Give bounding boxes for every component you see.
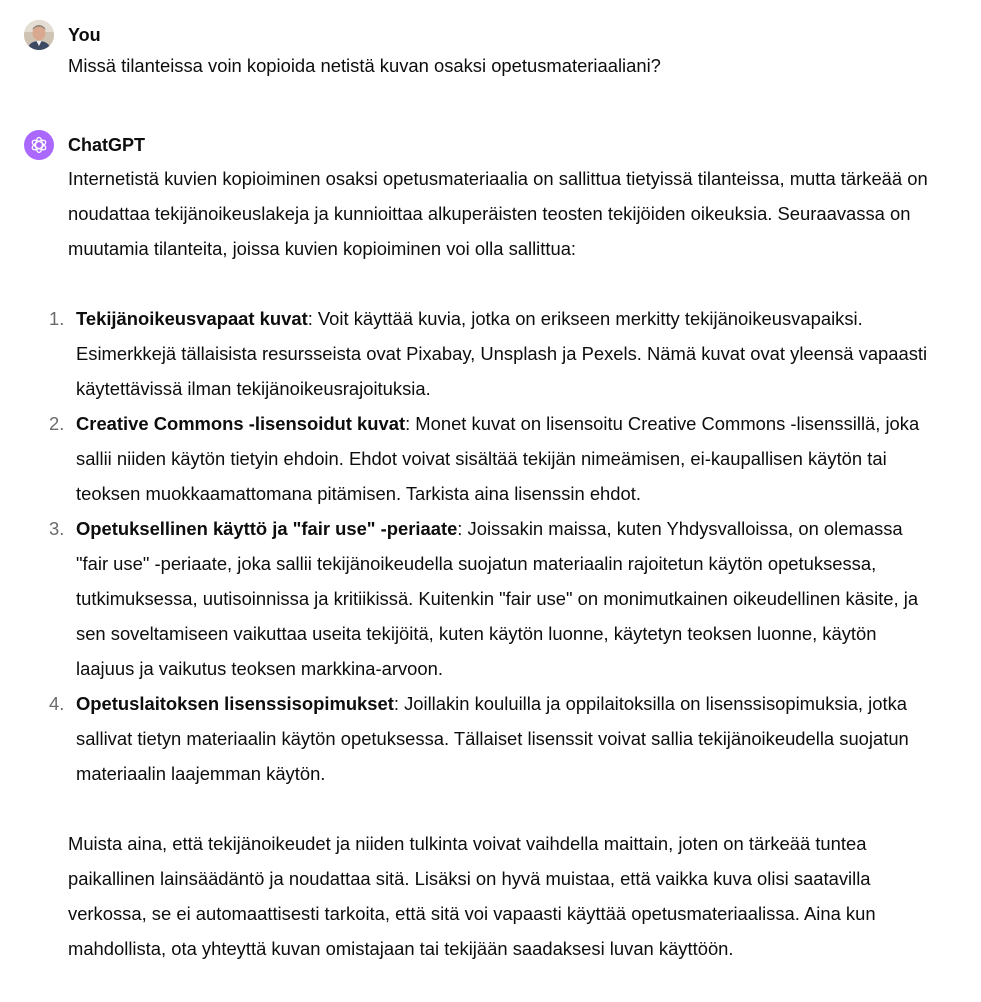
- outro-paragraph: Muista aina, että tekijänoikeudet ja niiden tulkinta voivat vaihdella maittain, joten on tärkeää tuntea paikallinen lainsäädäntö ja noudattaa sitä. Lisäksi on hyvä muistaa, että vaikka kuva olisi saatavilla verkossa, se ei automaattisesti tarkoita, että sitä voi vapaasti käyttää opetusmateriaalissa. Aina kun mahdollista, ota yhteyttä kuvan omistajaan tai tekijään saadaksesi luvan käyttöön.: [68, 833, 876, 959]
- list-item-text: : Monet kuvat on lisensoitu Creative Commons -lisenssillä, joka sallii niiden käytön tietyin ehdoin. Ehdot voivat sisältää tekijän nimeämisen, ei-kaupallisen käytön tai teoksen muokkaamattomana pitämisen. Tarkista aina lisenssin ehdot.: [76, 413, 920, 504]
- assistant-message-body: [49, 161, 938, 966]
- list-number: 2.: [49, 413, 65, 434]
- points-list: [49, 301, 938, 791]
- list-item: [49, 301, 938, 406]
- user-author-name: You: [68, 25, 101, 45]
- list-item-title: Opetuslaitoksen lisenssisopimukset: [76, 693, 394, 714]
- list-item-text: : Voit käyttää kuvia, jotka on erikseen merkitty tekijänoikeusvapaiksi. Esimerkkejä tällaisista resursseista ovat Pixabay, Unsplash ja Pexels. Nämä kuvat ovat yleensä vapaasti käytettävissä ilman tekijänoikeusrajoituksia.: [76, 308, 928, 399]
- list-item-text: : Joillakin kouluilla ja oppilaitoksilla on lisenssisopimuksia, jotka sallivat tietyn materiaalin käytön opetuksessa. Tällaiset lisenssit voivat sallia tekijänoikeudella suojatun materiaalin laajemman käytön.: [76, 693, 909, 784]
- list-number: 4.: [49, 693, 65, 714]
- assistant-author-name: ChatGPT: [68, 135, 146, 155]
- chatgpt-avatar: [24, 130, 54, 160]
- list-item: [49, 511, 938, 686]
- list-number: 1.: [49, 308, 65, 329]
- user-avatar: [24, 20, 54, 50]
- user-message-text: Missä tilanteissa voin kopioida netistä kuvan osaksi opetusmateriaaliani?: [68, 55, 661, 76]
- list-item-text: : Joissakin maissa, kuten Yhdysvalloissa, on olemassa "fair use" -periaate, joka sallii tekijänoikeudella suojatun materiaalin rajoitetun käytön opetuksessa, tutkimuksessa, uutisoinnissa ja kritiikissä. Kuitenkin "fair use" on monimutkainen oikeudellinen käsite, ja sen soveltamiseen vaikuttaa useita tekijöitä, kuten käytön luonne, käytetyn teoksen luonne, käytön laajuus ja vaikutus teoksen markkina-arvoon.: [76, 518, 919, 679]
- list-item-title: Opetuksellinen käyttö ja "fair use" -periaate: [76, 518, 458, 539]
- list-item: [49, 406, 938, 511]
- list-item: [49, 686, 938, 791]
- intro-paragraph: Internetistä kuvien kopioiminen osaksi opetusmateriaalia on sallittua tietyissä tilanteissa, mutta tärkeää on noudattaa tekijänoikeuslakeja ja kunnioittaa alkuperäisten teosten tekijöiden oikeuksia. Seuraavassa on muutamia tilanteita, joissa kuvien kopioiminen voi olla sallittua:: [68, 168, 928, 259]
- openai-logo-icon: [29, 135, 49, 155]
- list-number: 3.: [49, 518, 65, 539]
- user-photo-icon: [24, 20, 54, 50]
- list-item-title: Creative Commons -lisensoidut kuvat: [76, 413, 406, 434]
- list-item-title: Tekijänoikeusvapaat kuvat: [76, 308, 308, 329]
